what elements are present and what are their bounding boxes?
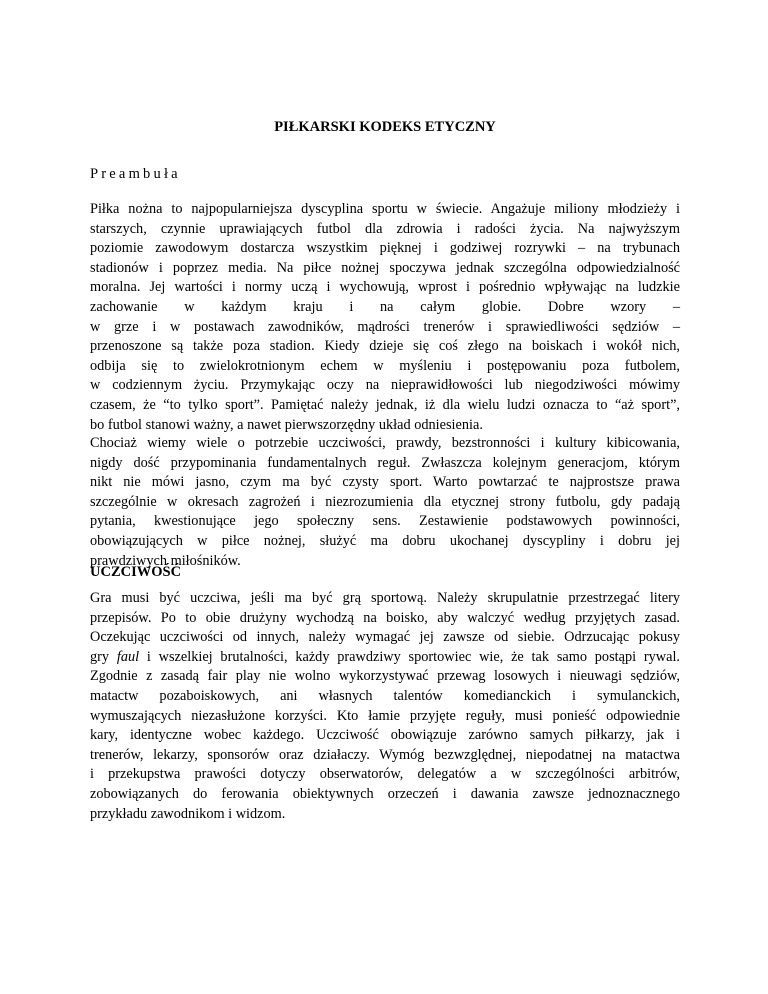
text-line: matactw pozaboiskowych, ani własnych talentów komedianckich i symulanckich,: [90, 687, 680, 704]
text-line: moralna. Jej wartości i normy uczą i wychowują, wprost i pośrednio wpływając na ludzkie: [90, 279, 680, 296]
section-paragraph-uczciwosc: [90, 589, 680, 824]
preamble-heading: Preambuła: [90, 166, 181, 182]
text-segment: gry: [90, 648, 117, 665]
text-line: obowiązujących w piłce nożnej, służyć ma dobru ukochanej dyscypliny i dobru jej: [90, 532, 680, 549]
preamble-paragraph-2: [90, 434, 680, 571]
text-line: przepisów. Po to obie drużyny wychodzą na boisko, aby walczyć według przyjętych zasad.: [90, 609, 680, 626]
section-heading-uczciwosc: UCZCIWOŚĆ: [90, 564, 182, 580]
text-line: Oczekując uczciwości od innych, należy wymagać jej zawsze od siebie. Odrzucając pokusy: [90, 629, 680, 646]
text-line: nigdy dość przypominania fundamentalnych reguł. Zwłaszcza kolejnym generacjom, którym: [90, 454, 680, 471]
text-segment: i wszelkiej brutalności, każdy prawdziwy sportowiec wie, że tak samo postąpi rywal.: [139, 648, 680, 665]
text-line: czasem, że “to tylko sport”. Pamiętać należy jednak, iż dla wielu ludzi oznacza to “aż sport”,: [90, 396, 680, 413]
text-line: Piłka nożna to najpopularniejsza dyscyplina sportu w świecie. Angażuje miliony młodzieży i: [90, 201, 680, 217]
text-line: Gra musi być uczciwa, jeśli ma być grą sportową. Należy skrupulatnie przestrzegać litery: [90, 590, 680, 606]
preamble-paragraph-1: [90, 200, 680, 435]
text-line: Chociaż wiemy wiele o potrzebie uczciwości, prawdy, bezstronności i kultury kibicowania,: [90, 435, 680, 451]
text-line: w codziennym życiu. Przymykając oczy na nieprawidłowości lub niegodziwości mówimy: [90, 377, 680, 394]
text-line: stadionów i poprzez media. Na piłce nożnej spoczywa jednak szczególna odpowiedzialność: [90, 259, 680, 276]
text-line: i przekupstwa prawości dotyczy obserwatorów, delegatów a w szczególności arbitrów,: [90, 766, 680, 783]
text-line: poziomie zawodowym dostarcza wszystkim pięknej i godziwej rozrywki – na trybunach: [90, 240, 680, 257]
text-line-with-emphasis: [90, 648, 680, 668]
text-line: prawdziwych miłośników.: [90, 552, 241, 569]
emphasized-term: faul: [116, 648, 140, 665]
text-line: starszych, czynnie uprawiających futbol dla zdrowia i radości życia. Na najwyższym: [90, 220, 680, 237]
text-line: trenerów, lekarzy, sponsorów oraz działaczy. Wymóg bezwzględnej, niepodatnej na matactwa: [90, 746, 680, 763]
text-line: przykładu zawodnikom i widzom.: [90, 805, 286, 822]
text-line: wymuszających niezasłużone korzyści. Kto łamie przyjęte reguły, musi ponieść odpowiednie: [90, 707, 680, 724]
text-line: szczególnie w okresach zagrożeń i niezrozumienia dla etycznej strony futbolu, gdy padają: [90, 493, 680, 510]
text-line: Zgodnie z zasadą fair play nie wolno wykorzystywać przewag losowych i nieuwagi sędziów,: [90, 668, 680, 685]
text-line: zobowiązanych do ferowania obiektywnych orzeczeń i dawania zawsze jednoznacznego: [90, 785, 680, 802]
text-line: w grze i w postawach zawodników, mądrości trenerów i sprawiedliwości sędziów –: [90, 318, 680, 335]
text-line: kary, identyczne wobec każdego. Uczciwość obowiązuje zarówno samych piłkarzy, jak i: [90, 727, 680, 744]
text-line: odbija się to zwielokrotnionym echem w myśleniu i postępowaniu poza futbolem,: [90, 357, 680, 374]
text-line: bo futbol stanowi ważny, a nawet pierwszorzędny układ odniesienia.: [90, 416, 483, 433]
text-line: zachowanie w każdym kraju i na całym globie. Dobre wzory –: [90, 298, 680, 315]
text-line: pytania, kwestionujące jego społeczny sens. Zestawienie podstawowych powinności,: [90, 513, 680, 530]
document-title: PIŁKARSKI KODEKS ETYCZNY: [274, 119, 496, 135]
text-line: przenoszone są także poza stadion. Kiedy dzieje się coś złego na boiskach i wokół nich,: [90, 338, 680, 355]
text-line: nikt nie mówi jasno, czym ma być czysty sport. Warto powtarzać te najprostsze prawa: [90, 474, 680, 491]
